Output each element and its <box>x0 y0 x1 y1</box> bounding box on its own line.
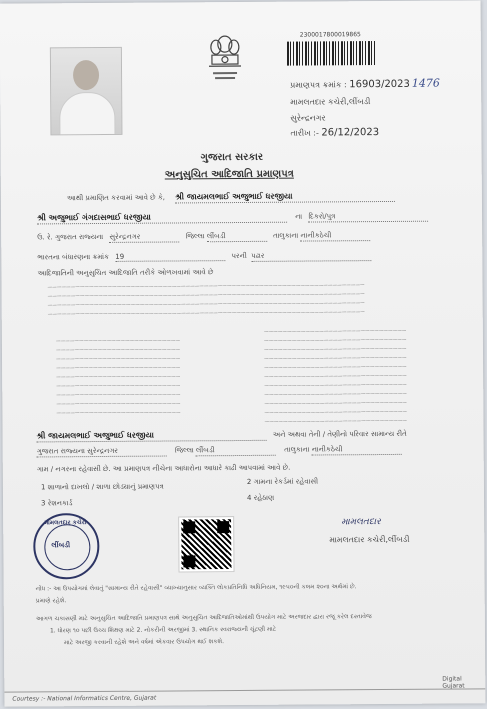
taluka-label: જિલ્લા <box>185 232 205 241</box>
residence-taluka-label: તાલુકાના <box>284 445 310 454</box>
note-line-5: માટે અરજી કરવાની રહેશે અને વર્ષમાં એકવાર ઉપયોગ થઈ શકશે. <box>63 638 225 647</box>
schedule-list-line: ————————————————————————————————————————————————————————————————————— <box>47 283 365 291</box>
schedule-list-top <box>48 281 365 319</box>
basis-1: 1 શાળાનો દાખલો / શાળા છોડ્યાનું પ્રમાણપત્ર <box>40 482 164 492</box>
schedule-list-line: ——————————————————————————— <box>56 365 181 372</box>
national-emblem-icon <box>203 30 247 90</box>
barcode <box>287 41 377 66</box>
address-line <box>37 231 370 243</box>
relation-value: દિકરો/પુત્ર <box>308 212 428 223</box>
note-line-4: 1. ધોરણ ૧૦ પછી ઉચ્ચ શિક્ષણ માટે 2. નોકરીની અરજીમાં 3. સ્થાનિક સ્વરાજ્યની ચૂંટણી માટે <box>49 625 277 635</box>
schedule-list-line: ——————————————————————————————— <box>263 337 407 344</box>
residence-state: ગુજરાત રાજ્યના સુરેન્દ્રનગર <box>37 447 167 458</box>
schedule-list-line: ——————————————————————————————— <box>264 400 407 407</box>
schedule-list-line: ——————————————————————————————— <box>264 391 407 398</box>
schedule-list-line: ————————————————————————————————————————————————————————————————————— <box>47 301 365 309</box>
schedule-list-line: ——————————————————————————— <box>55 347 181 354</box>
intro-text: આથી પ્રમાણિત કરવામાં આવે છે કે, <box>66 193 166 203</box>
village-value: નાનીકઠેચી <box>301 231 371 241</box>
schedule-list-line: ————————————————————————————————————————————————————————————————————— <box>47 310 365 318</box>
relation-label: ના <box>295 212 303 221</box>
schedule-list-line: ——————————————————————————————— <box>263 328 407 335</box>
schedule-line <box>37 251 371 263</box>
seal-top-text: મામલતદાર કચેરી <box>44 519 87 527</box>
schedule-list-line: ——————————————————————————————— <box>264 409 407 416</box>
tribe-suffix: આદિજાતિની અનુસુચિત આદિજાતિ તરીકે ઓળખવામાં આવે છે <box>37 268 214 278</box>
seal-center-text: લીંબડી <box>51 541 71 550</box>
schedule-list-line: ——————————————————————————— <box>56 410 181 417</box>
note-line-1: નોંધ :- આ ઉપયોગમાં લેવાતું "સામાન્ય રીતે રહેવાસી" વ્યાખ્યાનુસાર વ્યક્તિ લોકપ્રતિનિધિ અધિનિયમ, ૧૯૫૦ની કલમ ૨૦ના અર્થમાં છે. <box>35 583 357 593</box>
photo-head <box>73 60 99 90</box>
cert-no-value: 16903/2023 <box>349 78 410 91</box>
date-row <box>290 127 379 139</box>
tribe-value: પઢાર <box>251 251 371 262</box>
applicant-name: શ્રી જાયમલભાઈ અજુભાઈ ધરજીયા <box>175 191 395 204</box>
office-name: મામલતદાર કચેરી,લીંબડી <box>290 97 371 107</box>
intro-line <box>67 191 395 204</box>
date-label: તારીખ :- <box>290 128 319 138</box>
schedule-list-line: ——————————————————————————— <box>56 401 181 408</box>
schedule-list-line: ——————————————————————————— <box>56 392 181 399</box>
schedule-list-line: ——————————————————————————————— <box>264 418 407 425</box>
father-name: શ્રી અજુભાઈ ગંગદાસભાઈ ધરજીયા <box>37 212 287 225</box>
schedule-list-left <box>56 336 181 418</box>
father-line <box>37 211 428 225</box>
office-seal <box>33 513 99 579</box>
taluka-value: લીંબડી <box>207 232 267 242</box>
tribe-label: પરની <box>231 251 247 261</box>
cert-no-label: પ્રમાણપત્ર ક્રમાંક : <box>290 80 347 90</box>
schedule-list-line: ——————————————————————————————— <box>264 382 407 389</box>
schedule-list-line: ——————————————————————————————— <box>263 346 407 353</box>
residence-village: નાનીકઠેચી <box>312 445 402 456</box>
courtesy-text: Courtesy :- National Informatics Centre, Gujarat <box>12 694 157 703</box>
qr-code <box>179 517 233 571</box>
schedule-list-line: ——————————————————————————— <box>56 374 181 381</box>
applicant-photo <box>50 47 123 136</box>
schedule-no: 19 <box>115 252 225 262</box>
schedule-list-line: ——————————————————————————————— <box>264 355 407 362</box>
photo-body <box>59 92 115 135</box>
basis-2: 2 ગામના રેકર્ડમાં રહેવાસી <box>246 477 319 486</box>
cert-no-handwritten: 1476 <box>411 76 440 90</box>
basis-4: 4 રહેઠાણ <box>246 493 275 502</box>
residence-text: અને અથવા તેની / તેણીનો પરિવાર સામાન્ય રીતે <box>272 429 407 439</box>
digital-gujarat-label: Digital Gujarat <box>442 675 465 690</box>
schedule-list-line: ————————————————————————————————————————————————————————————————————— <box>47 292 365 300</box>
footer-divider <box>4 688 485 692</box>
signature-office: મામલતદાર કચેરી,લીંબડી <box>329 534 410 545</box>
residence-line-2 <box>37 445 402 458</box>
schedule-list-line: ——————————————————————————— <box>56 383 181 390</box>
note-line-3: આગળ ચકાસણી માટે અનુસુચિત આદિજાતિ પ્રમાણપત્ર સાથે અનુસુચિત આદિજાતિઓમાંથી ઉપયોગ માટે અરજદાર દ્વારા રજૂ કરેલ દસ્તાવેજ <box>35 613 372 623</box>
village-label: તાલુકાના <box>273 231 299 240</box>
residence-line-1 <box>37 429 407 443</box>
date-value: 26/12/2023 <box>321 127 380 139</box>
residence-name: શ્રી જાયમલભાઈ અજુભાઈ ધરજીયા <box>37 430 267 443</box>
address-district: સુરેન્દ્રનગર <box>109 232 179 242</box>
residence-district: લીંબડી <box>196 446 276 457</box>
signature-label: મામલતદાર <box>341 517 381 528</box>
barcode-number: 2300017800019865 <box>299 31 361 39</box>
schedule-list-line: ——————————————————————————————— <box>264 364 407 371</box>
schedule-list-line: ——————————————————————————————— <box>264 373 407 380</box>
schedule-list-line: ——————————————————————————— <box>55 338 180 345</box>
govt-heading: ગુજરાત સરકાર <box>200 151 264 164</box>
district-name: સુરેન્દ્રનગર <box>290 113 326 123</box>
note-line-2: પ્રમાણે રહેશે. <box>35 597 67 605</box>
address-prefix: ઉ. રે. ગુજરાત રાજ્યના <box>37 232 104 242</box>
schedule-list-line: ——————————————————————————— <box>56 356 181 363</box>
schedule-list-right <box>264 327 407 427</box>
residence-line-3: ગામ / નગરના રહેવાસી છે. આ પ્રમાણપત્ર નીચેના આધારોના આધારે કાઢી આપવામાં આવે છે. <box>36 463 291 474</box>
basis-3: 3 રેશનકાર્ડ <box>41 499 73 508</box>
residence-district-label: જિલ્લા <box>174 446 194 455</box>
certificate-heading: અનુસુચિત આદિજાતિ પ્રમાણપત્ર <box>164 168 294 181</box>
schedule-prefix: ભારતના બંધારણના ક્રમાંક <box>37 252 110 262</box>
cert-no-row <box>290 77 440 91</box>
